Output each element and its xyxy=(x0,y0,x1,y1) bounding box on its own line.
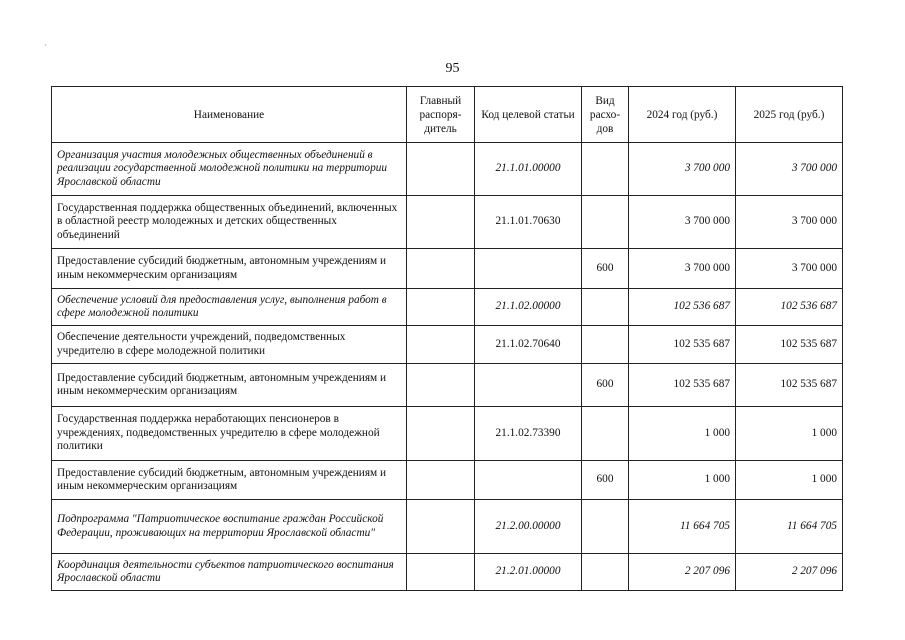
row-type: 600 xyxy=(582,364,629,407)
row-admin xyxy=(407,407,475,461)
row-code xyxy=(475,364,582,407)
row-code xyxy=(475,249,582,289)
table-row xyxy=(52,326,843,364)
row-2024: 3 700 000 xyxy=(629,249,736,289)
row-2024: 3 700 000 xyxy=(629,196,736,249)
row-code: 21.2.00.00000 xyxy=(475,500,582,554)
row-name: Организация участия молодежных общественных объединений в реализации государственной молодежной политики на территории Ярославской области xyxy=(52,143,407,196)
row-admin xyxy=(407,364,475,407)
row-code: 21.1.02.70640 xyxy=(475,326,582,364)
row-name: Государственная поддержка общественных объединений, включенных в областной реестр молодежных и детских общественных объединений xyxy=(52,196,407,249)
row-2025: 102 536 687 xyxy=(736,289,843,326)
row-code: 21.1.01.70630 xyxy=(475,196,582,249)
row-type: 600 xyxy=(582,461,629,500)
header-2025: 2025 год (руб.) xyxy=(736,87,843,143)
table-row xyxy=(52,500,843,554)
row-name: Предоставление субсидий бюджетным, автономным учреждениям и иным некоммерческим организациям xyxy=(52,461,407,500)
row-admin xyxy=(407,249,475,289)
table-row xyxy=(52,554,843,591)
row-type xyxy=(582,554,629,591)
row-type xyxy=(582,196,629,249)
table-row xyxy=(52,143,843,196)
row-name: Координация деятельности субъектов патриотического воспитания Ярославской области xyxy=(52,554,407,591)
row-2025: 11 664 705 xyxy=(736,500,843,554)
row-admin xyxy=(407,461,475,500)
row-admin xyxy=(407,554,475,591)
row-name: Предоставление субсидий бюджетным, автономным учреждениям и иным некоммерческим организациям xyxy=(52,249,407,289)
row-2024: 102 535 687 xyxy=(629,326,736,364)
row-2025: 3 700 000 xyxy=(736,196,843,249)
header-type: Вид расхо-дов xyxy=(582,87,629,143)
header-row xyxy=(52,87,843,143)
row-admin xyxy=(407,143,475,196)
table-row xyxy=(52,249,843,289)
row-2025: 3 700 000 xyxy=(736,249,843,289)
header-admin: Главный распоря-дитель xyxy=(407,87,475,143)
table-row xyxy=(52,407,843,461)
header-code: Код целевой статьи xyxy=(475,87,582,143)
table-row xyxy=(52,196,843,249)
row-2024: 1 000 xyxy=(629,461,736,500)
row-code: 21.2.01.00000 xyxy=(475,554,582,591)
row-2025: 102 535 687 xyxy=(736,326,843,364)
row-code: 21.1.02.73390 xyxy=(475,407,582,461)
row-name: Обеспечение условий для предоставления услуг, выполнения работ в сфере молодежной политики xyxy=(52,289,407,326)
row-name: Обеспечение деятельности учреждений, подведомственных учредителю в сфере молодежной политики xyxy=(52,326,407,364)
table-row xyxy=(52,461,843,500)
header-2024: 2024 год (руб.) xyxy=(629,87,736,143)
row-admin xyxy=(407,289,475,326)
row-admin xyxy=(407,500,475,554)
row-2025: 2 207 096 xyxy=(736,554,843,591)
row-code: 21.1.02.00000 xyxy=(475,289,582,326)
row-2025: 1 000 xyxy=(736,407,843,461)
row-type xyxy=(582,326,629,364)
row-2024: 102 536 687 xyxy=(629,289,736,326)
row-admin xyxy=(407,326,475,364)
row-name: Подпрограмма "Патриотическое воспитание граждан Российской Федерации, проживающих на территории Ярославской области" xyxy=(52,500,407,554)
row-2024: 1 000 xyxy=(629,407,736,461)
row-type xyxy=(582,500,629,554)
row-code: 21.1.01.00000 xyxy=(475,143,582,196)
row-type: 600 xyxy=(582,249,629,289)
row-2025: 102 535 687 xyxy=(736,364,843,407)
row-code xyxy=(475,461,582,500)
table-row xyxy=(52,364,843,407)
row-name: Государственная поддержка неработающих пенсионеров в учреждениях, подведомственных учредителю в сфере молодежной политики xyxy=(52,407,407,461)
row-2024: 11 664 705 xyxy=(629,500,736,554)
row-2024: 102 535 687 xyxy=(629,364,736,407)
row-type xyxy=(582,407,629,461)
row-type xyxy=(582,289,629,326)
header-name: Наименование xyxy=(52,87,407,143)
page-number: 95 xyxy=(445,61,460,76)
scan-speck: ´ xyxy=(44,43,47,53)
row-2025: 3 700 000 xyxy=(736,143,843,196)
row-type xyxy=(582,143,629,196)
row-2024: 2 207 096 xyxy=(629,554,736,591)
row-name: Предоставление субсидий бюджетным, автономным учреждениям и иным некоммерческим организациям xyxy=(52,364,407,407)
row-2024: 3 700 000 xyxy=(629,143,736,196)
table-row xyxy=(52,289,843,326)
budget-table xyxy=(51,86,843,591)
row-admin xyxy=(407,196,475,249)
row-2025: 1 000 xyxy=(736,461,843,500)
